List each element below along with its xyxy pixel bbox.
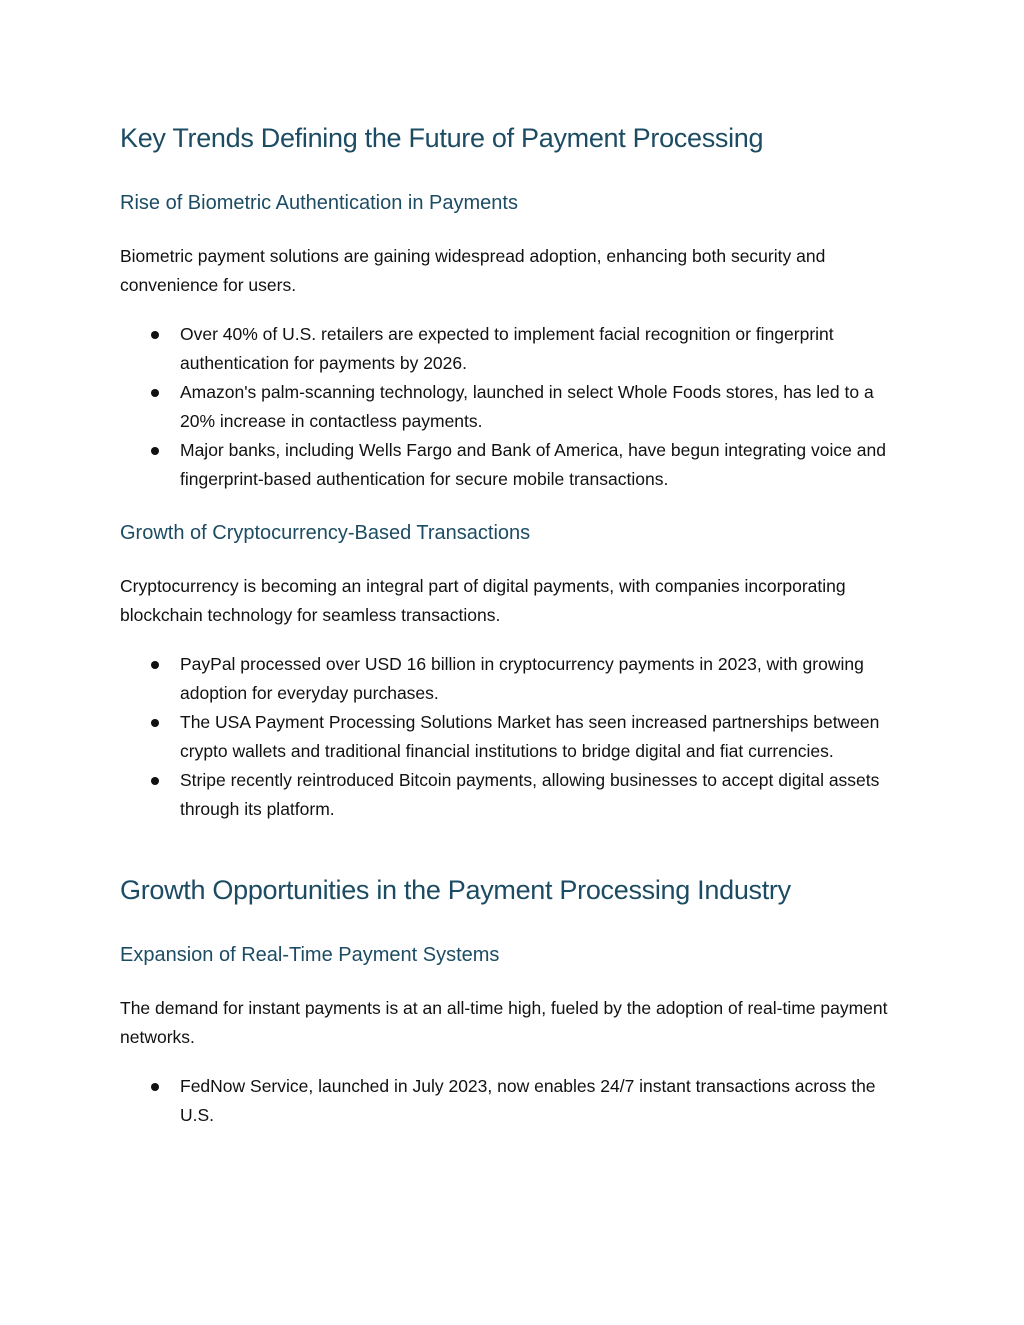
- bullet-icon: [151, 719, 159, 727]
- bullet-list-crypto: [120, 650, 905, 824]
- list-item: Over 40% of U.S. retailers are expected to implement facial recognition or fingerprint authentication for payments by 2026.: [120, 320, 905, 378]
- paragraph-real-time-intro: The demand for instant payments is at an all-time high, fueled by the adoption of real-time payment networks.: [120, 998, 888, 1047]
- list-item: The USA Payment Processing Solutions Market has seen increased partnerships between crypto wallets and traditional financial institutions to bridge digital and fiat currencies.: [120, 708, 905, 766]
- list-item: FedNow Service, launched in July 2023, now enables 24/7 instant transactions across the U.S.: [120, 1072, 905, 1130]
- section-title-growth-opportunities: Growth Opportunities in the Payment Processing Industry: [120, 875, 791, 905]
- bullet-icon: [151, 389, 159, 397]
- paragraph-crypto-intro: Cryptocurrency is becoming an integral part of digital payments, with companies incorporating blockchain technology for seamless transactions.: [120, 576, 846, 625]
- subheading-cryptocurrency: Growth of Cryptocurrency-Based Transactions: [120, 522, 531, 544]
- bullet-list-real-time: [120, 1072, 905, 1130]
- subheading-real-time-payments: Expansion of Real-Time Payment Systems: [120, 944, 500, 966]
- list-item: Major banks, including Wells Fargo and Bank of America, have begun integrating voice and fingerprint-based authentication for secure mobile transactions.: [120, 436, 905, 494]
- section-title-key-trends: Key Trends Defining the Future of Payment Processing: [120, 123, 764, 153]
- document-page: [120, 118, 905, 1130]
- subheading-biometric: Rise of Biometric Authentication in Payments: [120, 192, 518, 214]
- bullet-icon: [151, 661, 159, 669]
- bullet-list-biometric: [120, 320, 905, 494]
- paragraph-biometric-intro: Biometric payment solutions are gaining widespread adoption, enhancing both security and convenience for users.: [120, 246, 826, 295]
- list-item: Amazon's palm-scanning technology, launched in select Whole Foods stores, has led to a 20% increase in contactless payments.: [120, 378, 905, 436]
- bullet-icon: [151, 447, 159, 455]
- list-item: Stripe recently reintroduced Bitcoin payments, allowing businesses to accept digital assets through its platform.: [120, 766, 905, 824]
- bullet-icon: [151, 1083, 159, 1091]
- list-item: PayPal processed over USD 16 billion in cryptocurrency payments in 2023, with growing adoption for everyday purchases.: [120, 650, 905, 708]
- bullet-icon: [151, 331, 159, 339]
- bullet-icon: [151, 777, 159, 785]
